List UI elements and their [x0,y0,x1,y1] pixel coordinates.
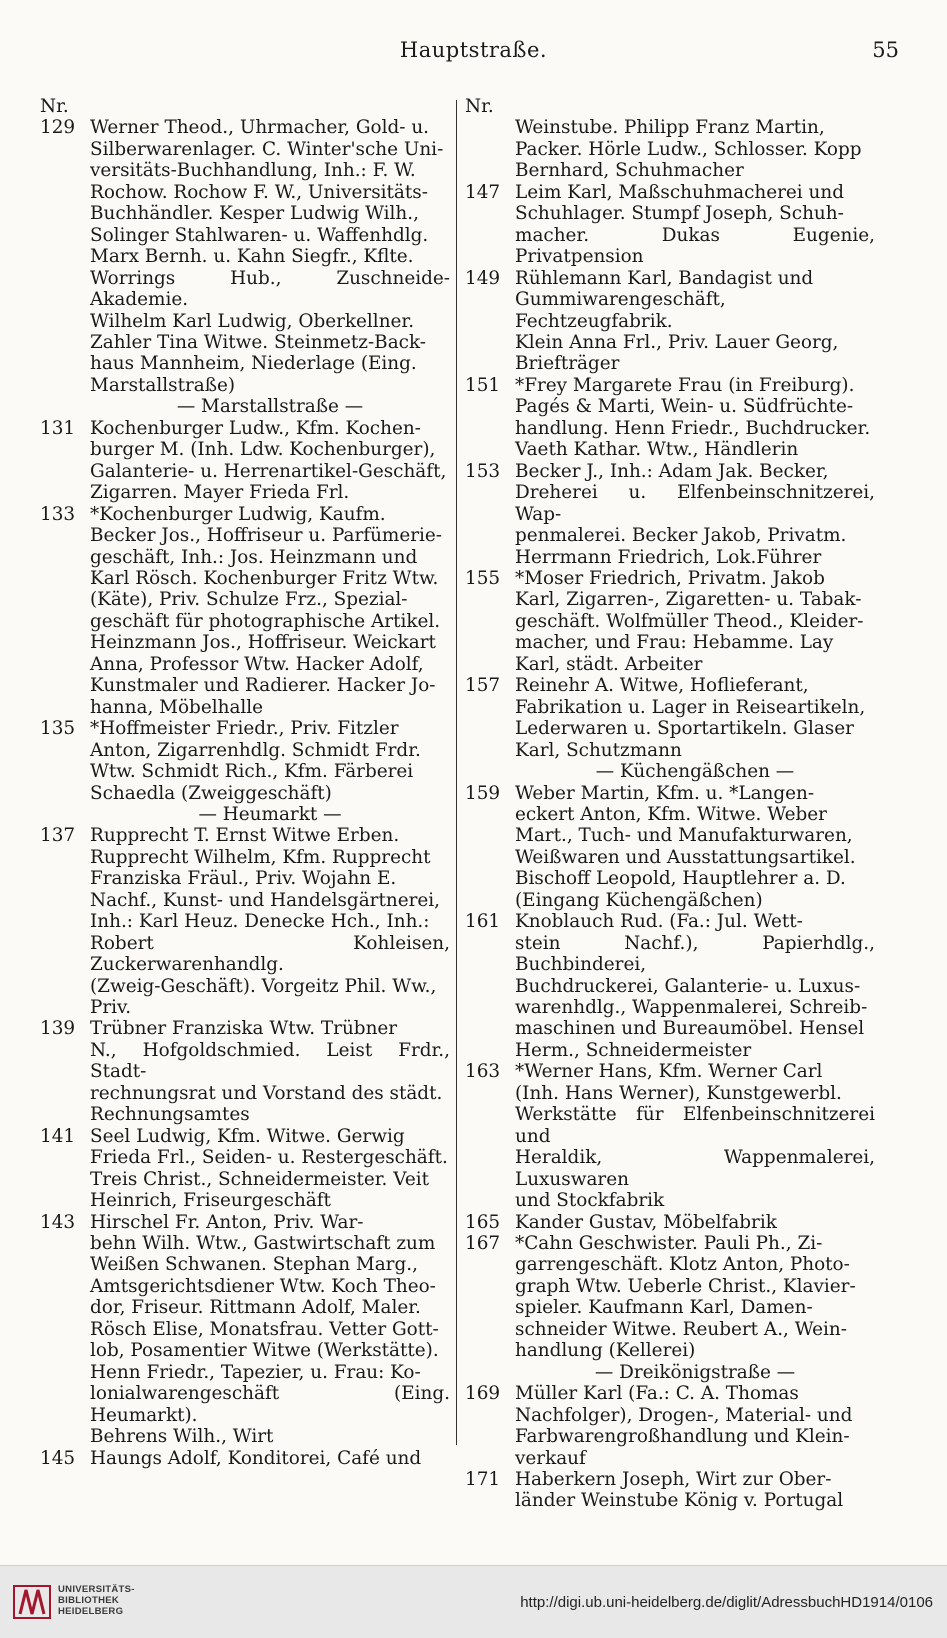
entry-line: spieler. Kaufmann Karl, Damen- [515,1297,813,1319]
column-divider [456,100,457,1445]
entry-text: Reinehr A. Witwe, Hoflieferant, [515,675,809,697]
entry-text: *Kochenburger Ludwig, Kaufm. [90,503,386,525]
entry-line: N., Hofgoldschmied. Leist Frdr., Stadt- [90,1039,450,1083]
entry-line: Worrings Hub., Zuschneide-Akademie. [90,267,450,311]
page-header [40,38,907,68]
entry-line: Heinrich, Friseurgeschäft [90,1190,331,1212]
entry-line: haus Mannheim, Niederlage (Eing. [90,353,417,375]
house-number: 137 [40,825,76,847]
house-number: 163 [465,1061,501,1083]
entry-line: Franziska Fräul., Priv. Wojahn E. [90,868,397,890]
house-entry [465,911,875,932]
entry-line: hanna, Möbelhalle [90,696,264,718]
entry-text: Weber Martin, Kfm. u. *Langen- [515,782,815,804]
house-entry [40,1126,450,1147]
entry-line: Becker Jos., Hoffriseur u. Parfümerie- [90,525,443,547]
entry-line: Karl Rösch. Kochenburger Fritz Wtw. [90,567,439,589]
entry-line: Schaedla (Zweiggeschäft) [90,782,332,804]
house-entry [40,1448,450,1469]
entry-line: Bischoff Leopold, Hauptlehrer a. D. [515,868,846,890]
entry-line: Buchhändler. Kesper Ludwig Wilh., [90,203,419,225]
house-entry [465,182,875,203]
entry-text: *Cahn Geschwister. Pauli Ph., Zi- [515,1233,823,1255]
entry-text: Haungs Adolf, Konditorei, Café und [90,1447,422,1469]
entry-text: Rupprecht T. Ernst Witwe Erben. [90,825,400,847]
entry-line: geschäft. Wolfmüller Theod., Kleider- [515,610,864,632]
house-number: 161 [465,911,501,933]
entry-line: Nachf., Kunst- und Handelsgärtnerei, [90,889,440,911]
street-heading: — Dreikönigstraße — [594,1361,796,1383]
house-number: 145 [40,1447,76,1469]
entry-line: Karl, Schutzmann [515,739,682,761]
house-number: 155 [465,567,501,589]
entry-line: (Inh. Hans Werner), Kunstgewerbl. [515,1082,842,1104]
entry-line: dor, Friseur. Rittmann Adolf, Maler. [90,1297,421,1319]
footer-bar [0,1565,947,1638]
entry-line: Rösch Elise, Monatsfrau. Vetter Gott- [90,1318,439,1340]
house-number: 135 [40,718,76,740]
entry-line: Galanterie- u. Herrenartikel-Geschäft, [90,460,447,482]
house-entry [40,1212,450,1233]
entry-line: Amtsgerichtsdiener Wtw. Koch Theo- [90,1275,436,1297]
library-logo[interactable] [12,1580,202,1626]
house-number: 165 [465,1211,501,1233]
entry-line: Heraldik, Wappenmalerei, Luxuswaren [515,1147,875,1190]
entry-line: länder Weinstube König v. Portugal [515,1490,844,1512]
right-column [465,96,875,1512]
entry-line: warenhdlg., Wappenmalerei, Schreib- [515,997,868,1019]
entry-text: *Moser Friedrich, Privatm. Jakob [515,567,825,589]
entry-line: Wtw. Schmidt Rich., Kfm. Färberei [90,761,414,783]
entry-text: *Werner Hans, Kfm. Werner Carl [515,1061,823,1083]
entry-text: *Frey Margarete Frau (in Freiburg). [515,374,855,396]
entry-line: Karl, Zigarren-, Zigaretten- u. Tabak- [515,589,862,611]
entry-line: Rochow. Rochow F. W., Universitäts- [90,181,428,203]
entry-line: Robert Kohleisen, Zuckerwarenhandlg. [90,932,450,976]
source-url-link[interactable]: http://digi.ub.uni-heidelberg.de/diglit/AdressbuchHD1914/0106 [520,1594,933,1611]
entry-line: macher, und Frau: Hebamme. Lay [515,632,834,654]
entry-line: garrengeschäft. Klotz Anton, Photo- [515,1254,850,1276]
house-entry [465,375,875,396]
entry-line: Weißwaren und Ausstattungsartikel. [515,846,856,868]
entry-line: stein Nachf.), Papierhdlg., Buchbinderei, [515,932,875,976]
house-number: 157 [465,675,501,697]
entry-line: (Zweig-Geschäft). Vorgeitz Phil. Ww., [90,975,437,997]
entry-line: Fabrikation u. Lager in Reiseartikeln, [515,696,866,718]
house-entry [40,117,450,138]
entry-text: Haberkern Joseph, Wirt zur Ober- [515,1469,832,1490]
entry-line: Packer. Hörle Ludw., Schlosser. Kopp [515,138,862,160]
house-entry [465,1469,875,1490]
street-heading: — Heumarkt — [198,803,342,825]
entry-line: Werkstätte für Elfenbeinschnitzerei und [515,1104,875,1147]
entry-line: Priv. [90,997,132,1019]
house-number: 159 [465,782,501,804]
entry-line: verkauf [515,1447,586,1469]
entry-line: Heinzmann Jos., Hoffriseur. Weickart [90,632,436,654]
entry-text: Leim Karl, Maßschuhmacherei und [515,181,844,203]
entry-line: geschäft für photographische Artikel. [90,610,441,632]
entry-line: Anna, Professor Wtw. Hacker Adolf, [90,653,424,675]
house-entry [465,675,875,696]
entry-text: Müller Karl (Fa.: C. A. Thomas [515,1383,799,1405]
entry-line: Henn Friedr., Tapezier, u. Frau: Ko- [90,1361,421,1383]
entry-line: handlung. Henn Friedr., Buchdrucker. [515,417,871,439]
entry-line: Lederwaren u. Sportartikeln. Glaser [515,718,854,740]
entry-line: Karl, städt. Arbeiter [515,653,703,675]
entry-line: lonialwarengeschäft (Eing. Heumarkt). [90,1383,450,1426]
library-emblem-icon [12,1582,52,1622]
library-name-line: UNIVERSITÄTS- [58,1584,135,1595]
entry-line: Gummiwarengeschäft, Fechtzeugfabrik. [515,289,726,332]
house-entry [40,825,450,846]
entry-line: Weißen Schwanen. Stephan Marg., [90,1254,418,1276]
page-number: 55 [872,38,899,62]
house-number: 153 [465,460,501,482]
entry-line: penmalerei. Becker Jakob, Privatm. [515,525,847,547]
house-number: 129 [40,117,76,139]
entry-line: Zigarren. Mayer Frieda Frl. [90,482,350,504]
entry-line: Solinger Stahlwaren- u. Waffenhdlg. [90,224,429,246]
house-number: 147 [465,181,501,203]
entry-line: Marstallstraße) [90,374,236,396]
entry-line: (Käte), Priv. Schulze Frz., Spezial- [90,589,408,611]
entry-line: Mart., Tuch- und Manufakturwaren, [515,825,853,847]
house-entry [465,1383,875,1404]
entry-line: Behrens Wilh., Wirt [90,1426,274,1448]
entry-line: burger M. (Inh. Ldw. Kochenburger), [90,439,436,461]
house-number: 169 [465,1383,501,1405]
entry-line: Anton, Zigarrenhdlg. Schmidt Frdr. [90,739,421,761]
entry-line: Rupprecht Wilhelm, Kfm. Rupprecht [90,846,431,868]
entry-line: graph Wtw. Ueberle Christ., Klavier- [515,1275,856,1297]
entry-line: Zahler Tina Witwe. Steinmetz-Back- [90,331,426,353]
house-number: 143 [40,1211,76,1233]
house-entry [465,783,875,804]
entry-line: maschinen und Bureaumöbel. Hensel [515,1018,865,1040]
entry-text: Rühlemann Karl, Bandagist und [515,267,814,289]
entry-line: Wilhelm Karl Ludwig, Oberkellner. [90,310,415,332]
entry-line: Buchdruckerei, Galanterie- u. Luxus- [515,975,861,997]
entry-text: Kochenburger Ludw., Kfm. Kochen- [90,417,421,439]
entry-text: Seel Ludwig, Kfm. Witwe. Gerwig [90,1125,405,1147]
house-number: 151 [465,374,501,396]
entry-line: Weinstube. Philipp Franz Martin, [515,117,825,139]
library-name-line: HEIDELBERG [58,1606,124,1617]
house-entry [465,568,875,589]
house-entry [465,268,875,289]
entry-line: Klein Anna Frl., Priv. Lauer Georg, [515,331,839,353]
entry-line: lob, Posamentier Witwe (Werkstätte). [90,1340,439,1362]
entry-line: Vaeth Kathar. Wtw., Händlerin [515,439,799,461]
entry-text: Hirschel Fr. Anton, Priv. War- [90,1211,364,1233]
library-name-line: BIBLIOTHEK [58,1595,120,1606]
entry-line: handlung (Kellerei) [515,1340,696,1362]
house-entry [40,504,450,525]
entry-line: Treis Christ., Schneidermeister. Veit [90,1168,429,1190]
entry-text: Kander Gustav, Möbelfabrik [515,1211,777,1233]
house-number: 171 [465,1469,501,1490]
entry-line: Marx Bernh. u. Kahn Siegfr., Kflte. [90,246,414,268]
entry-line: Nachfolger), Drogen-, Material- und [515,1404,853,1426]
house-entry [465,1061,875,1082]
entry-line: schneider Witwe. Reubert A., Wein- [515,1318,847,1340]
house-number: 141 [40,1125,76,1147]
house-number: 131 [40,417,76,439]
entry-line: Frieda Frl., Seiden- u. Restergeschäft. [90,1147,448,1169]
entry-line: und Stockfabrik [515,1190,665,1212]
house-entry [40,418,450,439]
entry-line: Briefträger [515,353,620,375]
entry-line: Bernhard, Schuhmacher [515,160,744,182]
house-entry [465,1233,875,1254]
entry-line: Herm., Schneidermeister [515,1039,752,1061]
house-number: 139 [40,1018,76,1040]
entry-text: *Hoffmeister Friedr., Priv. Fitzler [90,718,399,740]
entry-line: Kunstmaler und Radierer. Hacker Jo- [90,675,436,697]
entry-line: Schuhlager. Stumpf Joseph, Schuh- [515,203,844,225]
house-number: 167 [465,1233,501,1255]
entry-text: Becker J., Inh.: Adam Jak. Becker, [515,460,829,482]
nr-heading: Nr. [40,96,69,117]
house-entry [40,718,450,739]
library-name [58,1584,135,1617]
entry-line: eckert Anton, Kfm. Witwe. Weber [515,803,827,825]
entry-line: behn Wilh. Wtw., Gastwirtschaft zum [90,1233,436,1255]
entry-line: Farbwarengroßhandlung und Klein- [515,1426,850,1448]
street-heading: — Küchengäßchen — [595,761,795,783]
entry-line: Dreherei u. Elfenbeinschnitzerei, Wap- [515,482,875,525]
house-entry [40,1018,450,1039]
entry-line: macher. Dukas Eugenie, Privatpension [515,224,875,268]
page-title: Hauptstraße. [399,38,548,62]
entry-line: Inh.: Karl Heuz. Denecke Hch., Inh.: [90,911,430,933]
left-column [40,96,450,1469]
entry-line: Silberwarenlager. C. Winter'sche Uni- [90,138,444,160]
house-entry [465,1212,875,1233]
entry-line: Rechnungsamtes [90,1104,250,1126]
entry-text: Knoblauch Rud. (Fa.: Jul. Wett- [515,911,803,933]
entry-line: versitäts-Buchhandlung, Inh.: F. W. [90,160,416,182]
street-heading: — Marstallstraße — [176,396,364,418]
house-number: 133 [40,503,76,525]
entry-line: Pagés & Marti, Wein- u. Südfrüchte- [515,396,854,418]
nr-heading: Nr. [465,96,494,117]
entry-line: (Eingang Küchengäßchen) [515,889,763,911]
house-number: 149 [465,267,501,289]
entry-text: Werner Theod., Uhrmacher, Gold- u. [90,117,430,139]
entry-line: Herrmann Friedrich, Lok.Führer [515,546,822,568]
entry-line: rechnungsrat und Vorstand des städt. [90,1082,443,1104]
entry-text: Trübner Franziska Wtw. Trübner [90,1018,398,1040]
entry-line: geschäft, Inh.: Jos. Heinzmann und [90,546,418,568]
house-entry [465,461,875,482]
